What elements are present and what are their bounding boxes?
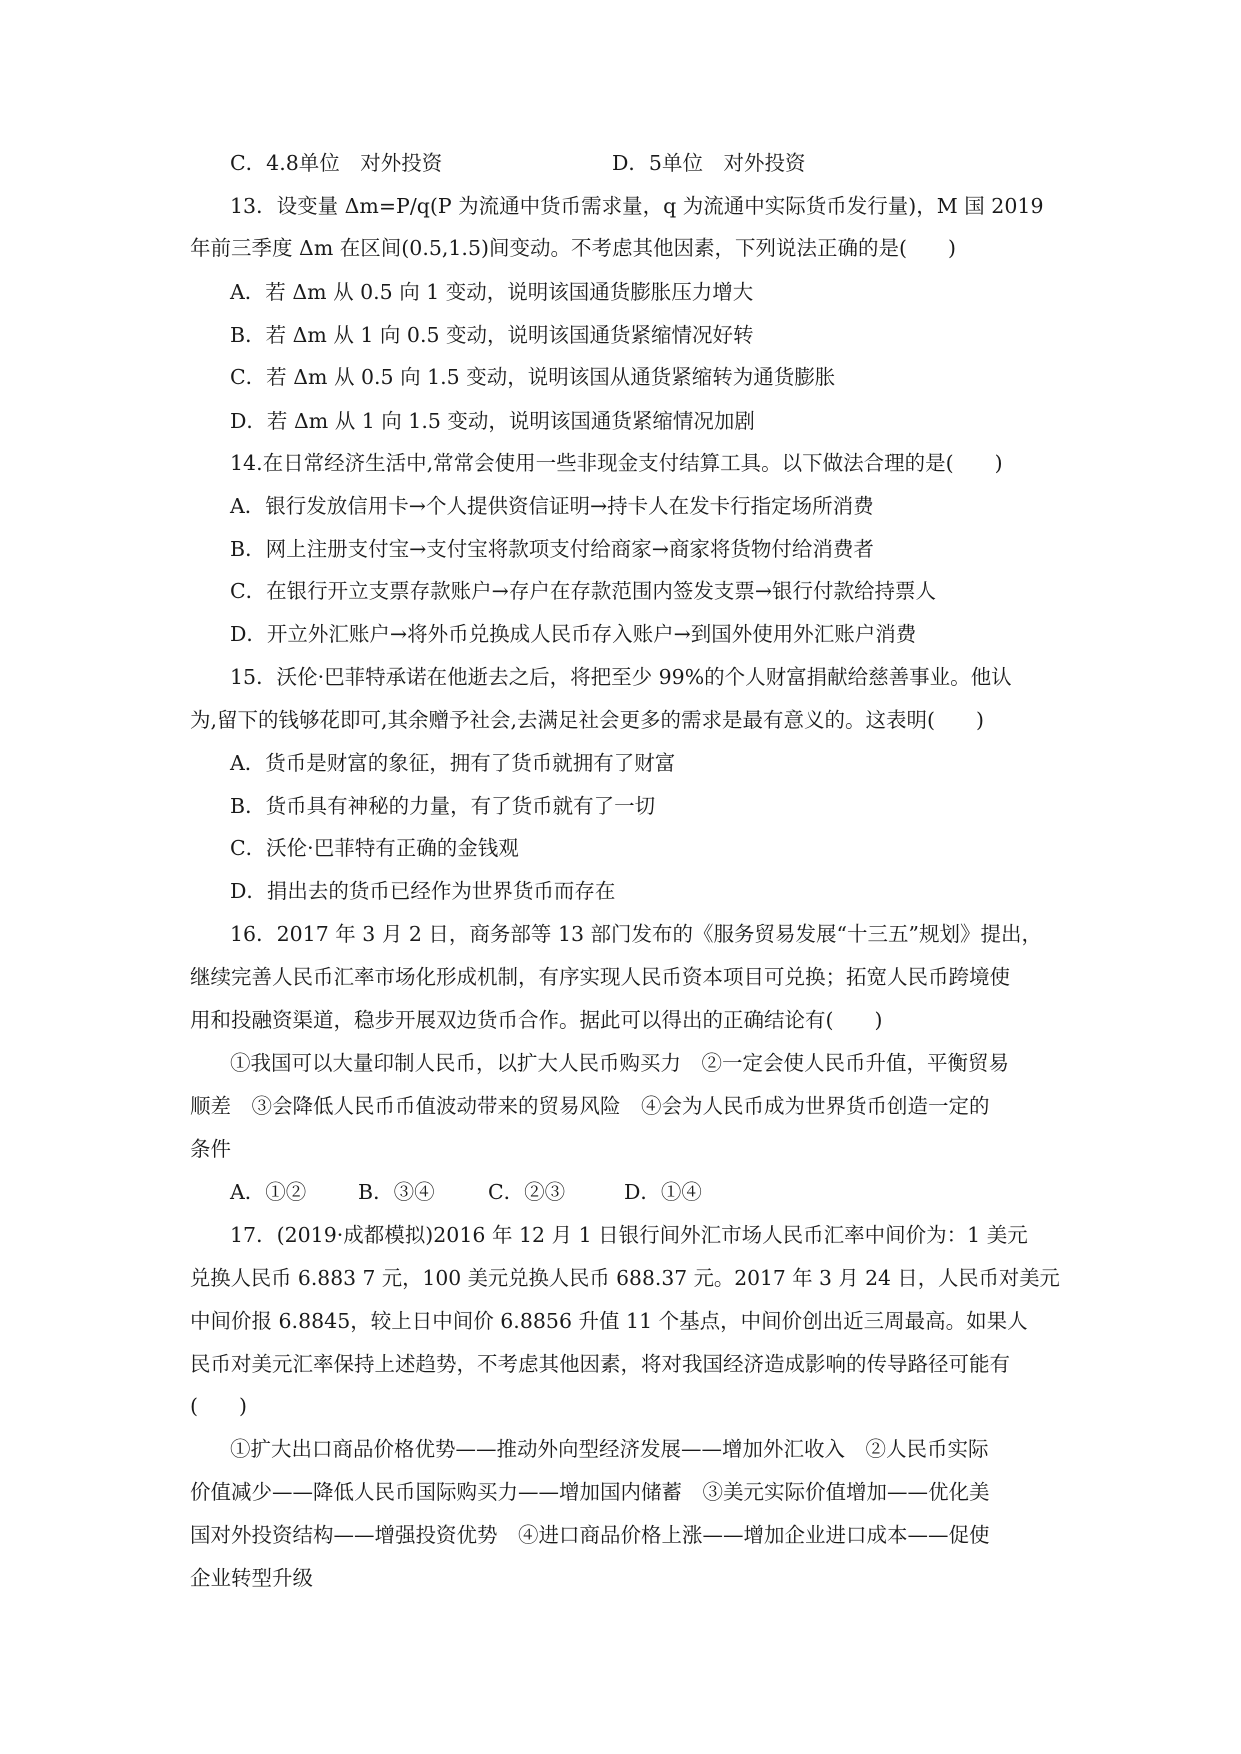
- q14-option-c: C．在银行开立支票存款账户→存户在存款范围内签发支票→银行付款给持票人: [230, 579, 937, 603]
- q15-option-a: A．货币是财富的象征，拥有了货币就拥有了财富: [230, 751, 676, 775]
- q16-option-d: D．①④: [624, 1180, 702, 1204]
- q13-stem-line-1: 13．设变量 Δm=P/q(P 为流通中货币需求量，q 为流通中实际货币发行量)，M 国 2019: [230, 194, 1044, 218]
- q14-option-b: B．网上注册支付宝→支付宝将款项支付给商家→商家将货物付给消费者: [230, 537, 874, 561]
- q17-stem-line-5: ( ): [190, 1394, 247, 1418]
- q17-items-line-1: ①扩大出口商品价格优势——推动外向型经济发展——增加外汇收入 ②人民币实际: [230, 1437, 989, 1461]
- q15-stem-line-1: 15．沃伦·巴菲特承诺在他逝去之后，将把至少 99%的个人财富捐献给慈善事业。他认: [230, 665, 1012, 689]
- q16-option-b: B．③④: [358, 1180, 435, 1204]
- q13-option-b: B．若 Δm 从 1 向 0.5 变动，说明该国通货紧缩情况好转: [230, 323, 754, 347]
- q12-option-c: C．4.8单位 对外投资: [230, 151, 443, 175]
- q16-items-line-1: ①我国可以大量印制人民币，以扩大人民币购买力 ②一定会使人民币升值，平衡贸易: [230, 1051, 1009, 1075]
- q14-option-d: D．开立外汇账户→将外币兑换成人民币存入账户→到国外使用外汇账户消费: [230, 622, 917, 646]
- q17-items-line-3: 国对外投资结构——增强投资优势 ④进口商品价格上涨——增加企业进口成本——促使: [190, 1523, 990, 1547]
- q16-items-line-3: 条件: [190, 1137, 231, 1161]
- q16-stem-line-2: 继续完善人民币汇率市场化形成机制，有序实现人民币资本项目可兑换；拓宽人民币跨境使: [190, 965, 1010, 989]
- q12-option-d: D．5单位 对外投资: [612, 151, 806, 175]
- q17-items-line-2: 价值减少——降低人民币国际购买力——增加国内储蓄 ③美元实际价值增加——优化美: [190, 1480, 990, 1504]
- q17-stem-line-2: 兑换人民币 6.883 7 元，100 美元兑换人民币 688.37 元。2017 年 3 月 24 日，人民币对美元: [190, 1266, 1060, 1290]
- q16-items-line-2: 顺差 ③会降低人民币币值波动带来的贸易风险 ④会为人民币成为世界货币创造一定的: [190, 1094, 990, 1118]
- q13-stem-line-2: 年前三季度 Δm 在区间(0.5,1.5)间变动。不考虑其他因素，下列说法正确的是( ): [190, 236, 956, 260]
- q13-option-a: A．若 Δm 从 0.5 向 1 变动，说明该国通货膨胀压力增大: [230, 280, 754, 304]
- q17-stem-line-1: 17．(2019·成都模拟)2016 年 12 月 1 日银行间外汇市场人民币汇率中间价为：1 美元: [230, 1223, 1028, 1247]
- q13-option-d: D．若 Δm 从 1 向 1.5 变动，说明该国通货紧缩情况加剧: [230, 409, 755, 433]
- q15-option-b: B．货币具有神秘的力量，有了货币就有了一切: [230, 794, 656, 818]
- q16-stem-line-1: 16．2017 年 3 月 2 日，商务部等 13 部门发布的《服务贸易发展“十三五”规划》提出，: [230, 922, 1043, 946]
- q16-stem-line-3: 用和投融资渠道，稳步开展双边货币合作。据此可以得出的正确结论有( ): [190, 1008, 883, 1032]
- q17-items-line-4: 企业转型升级: [190, 1566, 313, 1590]
- q14-option-a: A．银行发放信用卡→个人提供资信证明→持卡人在发卡行指定场所消费: [230, 494, 874, 518]
- q14-stem-line-1: 14.在日常经济生活中,常常会使用一些非现金支付结算工具。以下做法合理的是( ): [230, 451, 1003, 475]
- q17-stem-line-3: 中间价报 6.8845，较上日中间价 6.8856 升值 11 个基点，中间价创出近三周最高。如果人: [190, 1309, 1028, 1333]
- q15-stem-line-2: 为,留下的钱够花即可,其余赠予社会,去满足社会更多的需求是最有意义的。这表明( ): [190, 708, 985, 732]
- q16-option-c: C．②③: [488, 1180, 566, 1204]
- q15-option-d: D．捐出去的货币已经作为世界货币而存在: [230, 879, 616, 903]
- q16-option-a: A．①②: [230, 1180, 307, 1204]
- q17-stem-line-4: 民币对美元汇率保持上述趋势，不考虑其他因素，将对我国经济造成影响的传导路径可能有: [190, 1352, 1010, 1376]
- q15-option-c: C．沃伦·巴菲特有正确的金钱观: [230, 836, 519, 860]
- q13-option-c: C．若 Δm 从 0.5 向 1.5 变动，说明该国从通货紧缩转为通货膨胀: [230, 365, 836, 389]
